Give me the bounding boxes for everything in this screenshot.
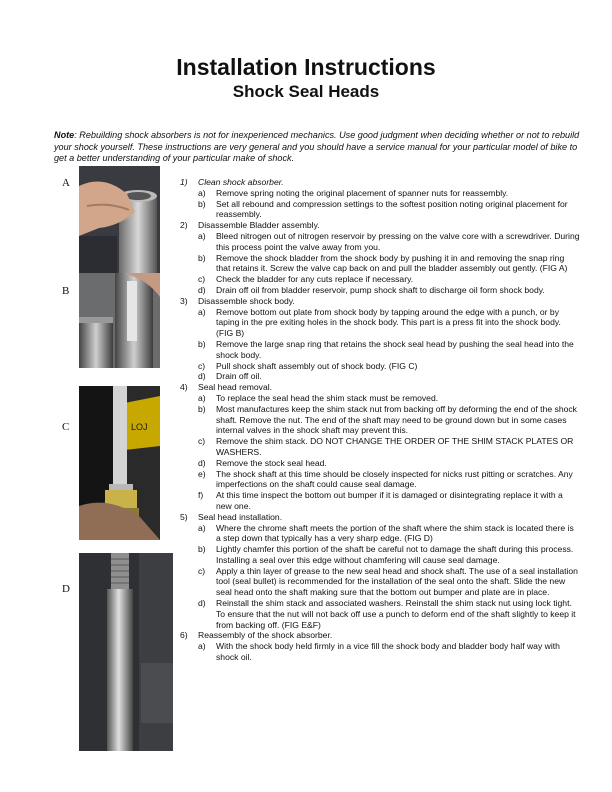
figure-b-photo [79,273,160,368]
substep-letter: c) [198,360,206,371]
step-number: 6) [180,630,188,641]
substep-letter: a) [198,522,206,533]
figure-d-photo [79,553,173,751]
substep-letter: e) [198,468,206,479]
substep [180,253,580,275]
substep-letter: b) [198,544,206,555]
step-3 [180,296,580,307]
substep [180,598,580,630]
substep-letter: b) [198,338,206,349]
note-text: : Rebuilding shock absorbers is not for inexperienced mechanics. Use good judgment when deciding whether or not to rebuild your shock yourself. These instructions are very general and you should have a service manual for your particular model of bike to get a better understanding of your particular make of shock. [54,130,580,164]
substep-letter: a) [198,392,206,403]
substep [180,469,580,491]
substep [180,566,580,598]
substep-letter: c) [198,274,206,285]
substep-text: To replace the seal head the shim stack must be removed. [216,392,439,403]
step-4 [180,382,580,393]
substep-text: Remove the shock bladder from the shock body by pushing it in and removing the snap ring that retains it. Screw the valve cap back on and pull the bladder assembly out gently. (FIG A) [216,252,568,274]
substep-text: With the shock body held firmly in a vice fill the shock body and bladder body half way with shock oil. [216,641,560,663]
substep-text: Pull shock shaft assembly out of shock body. (FIG C) [216,360,418,371]
step-number: 5) [180,511,188,522]
substep-text: Remove the stock seal head. [216,457,327,468]
substep-letter: d) [198,598,206,609]
substep-letter: a) [198,306,206,317]
substep [180,361,580,372]
substep-text: Lightly chamfer this portion of the shaft be careful not to damage the shaft during this process. Installing a seal over this edge without chamfering will cause seal damage. [216,544,574,565]
note-paragraph [54,130,584,165]
substep-text: Drain off oil from bladder reservoir, pump shock shaft to discharge oil form shock body. [216,284,545,295]
note-label: Note [54,130,75,140]
step-text: Reassembly of the shock absorber. [198,630,333,641]
substep-text: Remove bottom out plate from shock body by tapping around the edge with a punch, or by taping in the pre exiting holes in the shock body. This part is a press fit into the shock body. (FIG B) [216,306,561,339]
substep-letter: d) [198,371,206,382]
substep [180,404,580,436]
substep [180,436,580,458]
substep-letter: a) [198,230,206,241]
substep [180,458,580,469]
step-text: Disassemble Bladder assembly. [198,220,320,231]
substep [180,274,580,285]
substep-text: Apply a thin layer of grease to the new seal head and shock shaft. The use of a seal installation tool (seal bullet) is recommended for the installation of the seal onto the shaft. Slide the new seal head onto the shaft making sure that the bottom out bumper and plate are in place. [216,565,578,598]
figure-label-c: C [62,421,70,433]
substep-letter: b) [198,403,206,414]
substep-text: Set all rebound and compression settings to the softest position noting original placement for reassembly. [216,198,568,220]
substep [180,371,580,382]
substep-letter: c) [198,565,206,576]
substep [180,339,580,361]
substep-letter: f) [198,490,204,501]
substep [180,285,580,296]
substep-text: Where the chrome shaft meets the portion of the shaft where the shim stack is located there is a step down that typically has a very sharp edge. (FIG D) [216,522,574,544]
svg-text:LOJ: LOJ [131,422,148,432]
step-number: 3) [180,295,188,306]
page-subtitle: Shock Seal Heads [232,82,380,101]
substep [180,188,580,199]
substep [180,199,580,221]
substep [180,523,580,545]
substep-text: Remove the shim stack. DO NOT CHANGE THE ORDER OF THE SHIM STACK PLATES OR WASHERS. [216,436,574,457]
step-text: Seal head installation. [198,511,283,522]
substep-text: Remove the large snap ring that retains the shock seal head by pushing the seal head into the shock body. [216,338,574,360]
substep [180,641,580,663]
substep-text: Drain off oil. [216,371,262,382]
step-number: 2) [180,220,188,231]
substep [180,544,580,566]
substep-text: At this time inspect the bottom out bumper if it is damaged or disintegrating replace it with a new one. [216,490,563,511]
substep [180,490,580,512]
figure-label-b: B [62,285,70,297]
step-5 [180,512,580,523]
substep-letter: a) [198,641,206,652]
instruction-steps [180,177,580,663]
substep-letter: c) [198,436,206,447]
figure-a-photo [79,166,160,273]
substep-text: Most manufactures keep the shim stack nut from backing off by deforming the end of the shock shaft. Remove the nut. The end of the shaft may need to be ground down but in some cases internal valves in the shock shaft may prevent this. [216,403,577,436]
substep [180,393,580,404]
substep [180,231,580,253]
step-1 [180,177,580,188]
substep-text: Reinstall the shim stack and associated washers. Reinstall the shim stack nut using lock tight. To ensure that the nut will not back off use a punch to deform end of the shaft slightly to keep it from backing off. (FIG E&F) [216,598,576,630]
step-2 [180,220,580,231]
step-text: Seal head removal. [198,382,273,393]
step-text: Disassemble shock body. [198,295,295,306]
step-6 [180,630,580,641]
substep-letter: a) [198,187,206,198]
substep-text: Remove spring noting the original placement of spanner nuts for reassembly. [216,187,509,198]
step-number: 4) [180,382,188,393]
substep [180,307,580,339]
substep-text: The shock shaft at this time should be closely inspected for nicks rust pitting or scratches. Any imperfections on the shaft could cause seal damage. [216,468,573,490]
figure-c-photo [79,386,160,540]
figure-label-d: D [62,583,70,595]
substep-letter: b) [198,198,206,209]
substep-letter: d) [198,457,206,468]
substep-text: Bleed nitrogen out of nitrogen reservoir by pressing on the valve core with a screwdriver. During this process point the valve away from you. [216,230,580,252]
substep-text: Check the bladder for any cuts replace if necessary. [216,274,414,285]
substep-letter: b) [198,252,206,263]
substep-letter: d) [198,284,206,295]
figure-label-a: A [62,177,70,189]
step-number: 1) [180,177,188,187]
step-text: Clean shock absorber. [198,177,284,187]
page-title: Installation Instructions [176,54,436,80]
